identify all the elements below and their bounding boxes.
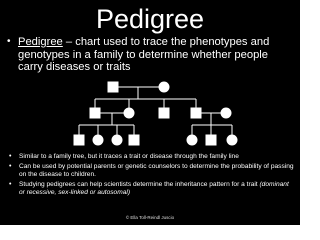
credit-line: © Ella Toll-Reindl Juscio [125,215,175,220]
male-symbol [191,108,201,118]
female-symbol [159,82,169,92]
female-symbol [124,108,134,118]
male-symbol [108,82,118,92]
bullet-text: Studying pedigrees can help scientists determine the inheritance pattern for a trait [19,180,260,188]
bullet-italic-text: (dominant or recessive, sex-linked or autosomal) [19,180,289,196]
bullet-item [6,153,296,161]
female-symbol [221,108,231,118]
intro-list [6,36,294,74]
pedigree-term: Pedigree [18,36,63,48]
bullet-text: Similar to a family tree, but it traces a trait or disease through the family line [19,153,239,160]
pedigree-definition: – chart used to trace the phenotypes and genotypes in a family to determine whether people carry diseases or traits [18,36,270,74]
male-symbol [159,108,169,118]
bullet-item [6,181,296,197]
male-symbol [74,135,84,145]
pedigree-chart [70,78,242,148]
male-symbol [90,108,100,118]
female-symbol [112,135,122,145]
male-symbol [129,135,139,145]
intro-bullet [6,36,294,74]
male-symbol [206,135,216,145]
female-symbol [227,135,237,145]
female-symbol [93,135,103,145]
bullet-text: Can be used by potential parents or genetic counselors to determine the probability of passing on the disease to children. [19,162,294,178]
pedigree-lines [79,87,232,135]
bullet-item [6,163,296,179]
female-symbol [187,135,197,145]
detail-bullets [6,153,296,199]
slide-title: Pedigree [95,4,205,34]
